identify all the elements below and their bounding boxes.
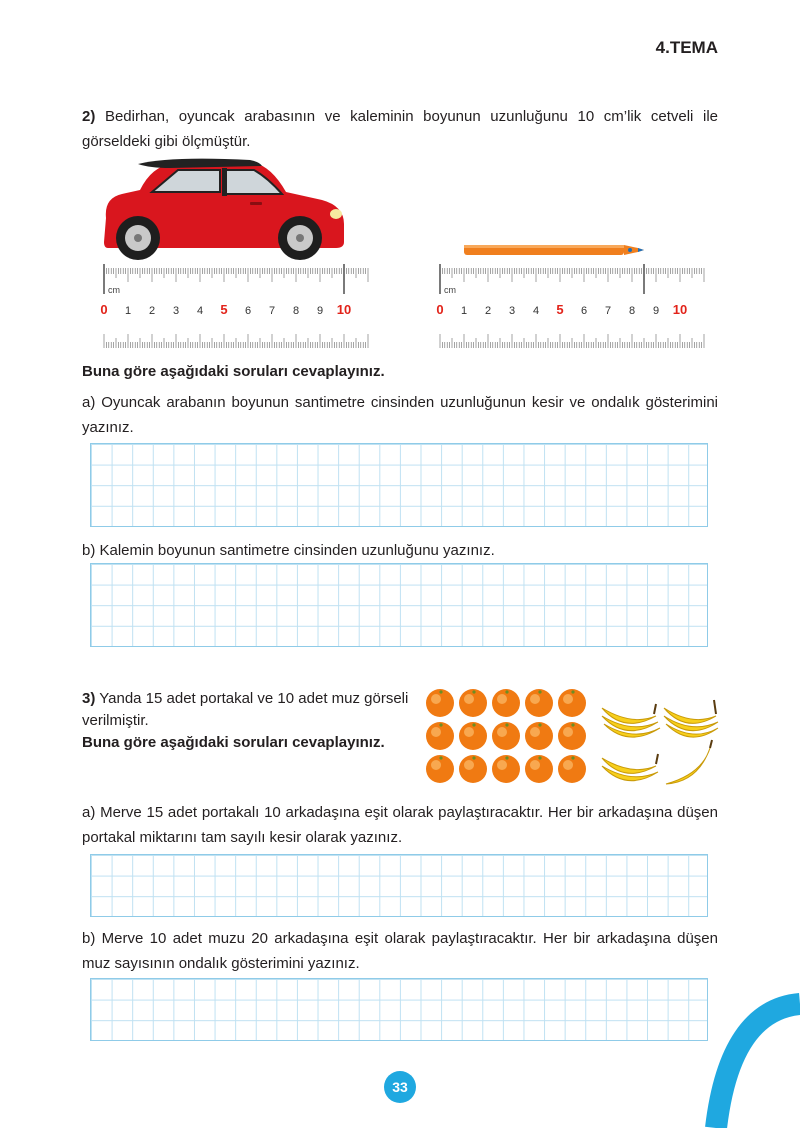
ruler-number: 10 [336,302,352,317]
ruler-number: 2 [148,305,156,317]
ruler-number: 8 [292,305,300,317]
orange-icon [426,722,454,750]
orange-icon [426,689,454,717]
orange-icon [426,755,454,783]
ruler-number: 6 [580,305,588,317]
ruler-number: 9 [316,305,324,317]
q3-part-a: a) Merve 15 adet portakalı 10 arkadaşına eşit olarak paylaştıracaktır. Her bir arkadaşına düşen portakal miktarını tam sayılı kesir olarak yazınız. [82,804,718,846]
corner-arc-decoration [690,990,800,1128]
q2-part-b: b) Kalemin boyunun santimetre cinsinden uzunluğunu yazınız. [82,542,495,559]
orange-icon [525,755,553,783]
ruler-unit-label: cm [108,285,120,295]
q2-instruction: Buna göre aşağıdaki soruları cevaplayınız. [82,363,385,380]
ruler-number: 3 [508,305,516,317]
orange-icon [459,689,487,717]
ruler-number: 5 [220,302,228,317]
q2-intro [82,104,718,154]
q2-part-a: a) Oyuncak arabanın boyunun santimetre cinsinden uzunluğunun kesir ve ondalık gösterimini yazınız. [82,394,718,436]
orange-icon [492,755,520,783]
ruler-number: 9 [652,305,660,317]
orange-icon [492,689,520,717]
ruler-number: 10 [672,302,688,317]
page-number: 33 [384,1071,416,1103]
q2-intro-text: Bedirhan, oyuncak arabasının ve kaleminin boyunun uzunluğunu 10 cm’lik cetveli ile görseldeki gibi ölçmüştür. [82,108,718,150]
oranges-icon [424,688,592,786]
orange-icon [558,689,586,717]
q3-intro [82,688,412,754]
q3-intro-text: Yanda 15 adet portakal ve 10 adet muz görseli verilmiştir. [82,690,409,729]
ruler-number: 7 [604,305,612,317]
ruler-number: 4 [196,305,204,317]
answer-grid-q2a[interactable] [90,443,708,527]
ruler-number: 4 [532,305,540,317]
q3-instruction: Buna göre aşağıdaki soruları cevaplayınız. [82,734,385,751]
ruler-number: 3 [172,305,180,317]
ruler-number: 8 [628,305,636,317]
ruler-number: 0 [436,302,444,317]
orange-icon [492,722,520,750]
orange-icon [558,755,586,783]
q3-part-b: b) Merve 10 adet muzu 20 arkadaşına eşit olarak paylaştıracaktır. Her bir arkadaşına düşen muz sayısının ondalık gösterimini yazınız. [82,930,718,972]
orange-icon [525,722,553,750]
orange-icon [459,755,487,783]
ruler-pen [434,264,706,352]
ruler-car [98,264,370,352]
ruler-number: 7 [268,305,276,317]
theme-header: 4.TEMA [655,38,718,57]
ruler-number: 1 [460,305,468,317]
ruler-number: 1 [124,305,132,317]
ruler-number: 5 [556,302,564,317]
pen-icon [462,240,652,260]
toy-car-icon [100,158,350,270]
orange-icon [525,689,553,717]
ruler-number: 2 [484,305,492,317]
ruler-unit-label: cm [444,285,456,295]
orange-icon [459,722,487,750]
q2-number: 2) [82,108,96,125]
bananas-icon [598,686,722,792]
ruler-number: 6 [244,305,252,317]
q3-number: 3) [82,690,96,707]
ruler-number: 0 [100,302,108,317]
answer-grid-q3a[interactable] [90,854,708,917]
answer-grid-q3b[interactable] [90,978,708,1041]
answer-grid-q2b[interactable] [90,563,708,647]
orange-icon [558,722,586,750]
